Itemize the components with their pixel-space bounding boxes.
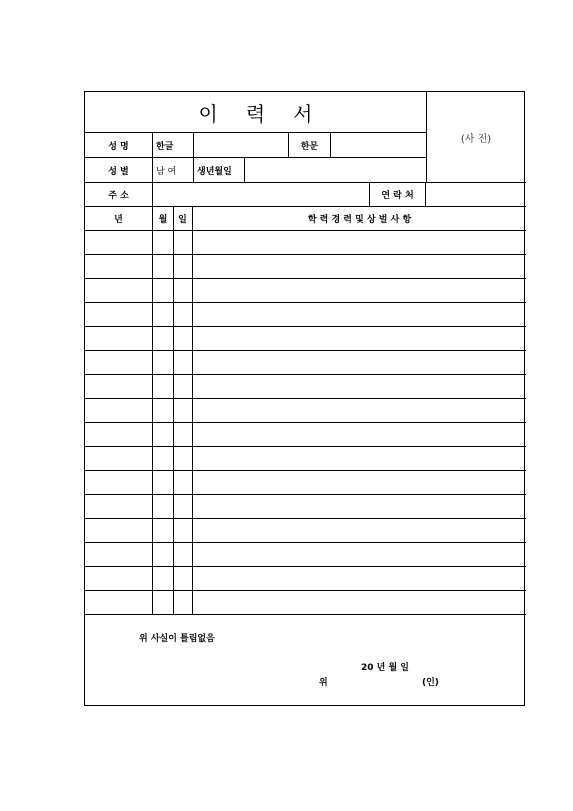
hanja-name-field[interactable] bbox=[331, 133, 426, 157]
row-divider bbox=[85, 254, 526, 255]
declaration-signer: 위 bbox=[319, 678, 328, 688]
address-label: 주 소 bbox=[108, 191, 129, 201]
row-divider bbox=[85, 470, 526, 471]
form-title bbox=[85, 92, 426, 132]
row-divider bbox=[85, 590, 526, 591]
title-char-1: 이 bbox=[198, 101, 218, 126]
month-header: 월 bbox=[158, 215, 168, 225]
column-divider bbox=[192, 206, 193, 614]
gender-options[interactable]: 남 여 bbox=[156, 166, 177, 177]
row-divider bbox=[85, 566, 526, 567]
row-divider bbox=[85, 374, 526, 375]
resume-form bbox=[84, 91, 525, 706]
hangul-label: 한글 bbox=[156, 141, 174, 152]
row-divider bbox=[85, 446, 526, 447]
title-char-3: 서 bbox=[293, 101, 313, 126]
year-header: 년 bbox=[114, 215, 123, 225]
contact-label: 연 락 처 bbox=[381, 191, 414, 201]
title-char-2: 력 bbox=[245, 101, 266, 126]
birthdate-field[interactable] bbox=[245, 158, 426, 182]
row-divider bbox=[85, 614, 526, 615]
column-divider bbox=[152, 206, 153, 614]
declaration-date[interactable]: 20 년 월 일 bbox=[361, 663, 410, 673]
birthdate-label: 생년월일 bbox=[197, 166, 232, 177]
row-divider bbox=[85, 350, 526, 351]
row-divider bbox=[85, 422, 526, 423]
contact-field[interactable] bbox=[426, 183, 525, 206]
name-label: 성 명 bbox=[108, 141, 129, 152]
day-header: 일 bbox=[178, 215, 187, 225]
row-divider bbox=[85, 542, 526, 543]
gender-label: 성 별 bbox=[108, 166, 129, 177]
hangul-name-field[interactable] bbox=[194, 133, 288, 157]
column-divider bbox=[173, 206, 174, 614]
row-divider bbox=[85, 230, 526, 231]
details-header: 학 력 경 력 및 상 벌 사 항 bbox=[307, 215, 412, 225]
photo-placeholder: (사 진) bbox=[460, 133, 492, 145]
declaration-statement: 위 사실이 틀림없음 bbox=[139, 634, 215, 644]
address-field[interactable] bbox=[153, 183, 369, 206]
row-divider bbox=[85, 302, 526, 303]
row-divider bbox=[85, 494, 526, 495]
hanja-label: 한문 bbox=[300, 141, 319, 152]
row-divider bbox=[85, 398, 526, 399]
row-divider bbox=[85, 326, 526, 327]
row-divider bbox=[85, 518, 526, 519]
row-divider bbox=[85, 278, 526, 279]
seal-mark: (인) bbox=[422, 678, 439, 688]
